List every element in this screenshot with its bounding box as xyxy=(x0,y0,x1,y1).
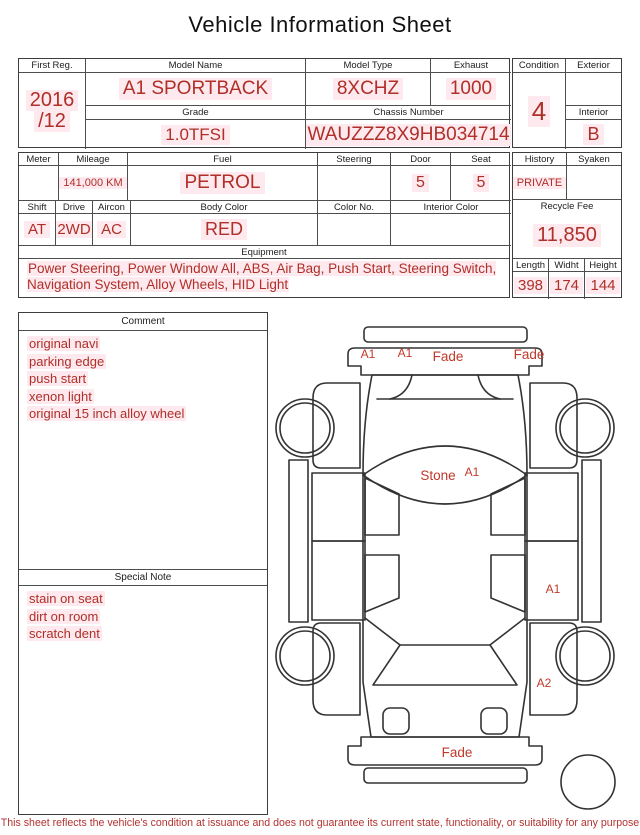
rear-pillar-right xyxy=(490,618,525,645)
front-left-wheel-inner xyxy=(280,403,330,453)
damage-label-a1-rear-right-door: A1 xyxy=(545,582,561,596)
grade-value: 1.0TFSI xyxy=(86,120,306,149)
syaken-value xyxy=(567,166,621,200)
recycle-fee-value: 11,850 xyxy=(513,213,621,259)
model-type-header: Model Type xyxy=(306,59,431,73)
comment-text xyxy=(19,331,267,569)
history-value: PRIVATE xyxy=(513,166,567,200)
comment-header: Comment xyxy=(19,313,267,331)
model-name-header: Model Name xyxy=(86,59,306,73)
front-right-door-panel xyxy=(525,473,578,541)
front-left-door-panel xyxy=(312,473,365,541)
shift-header: Shift xyxy=(19,201,56,214)
width-header: Widht xyxy=(549,259,585,272)
special-note-header: Special Note xyxy=(19,569,267,586)
left-sill-panel xyxy=(289,460,308,622)
rear-lip-shape xyxy=(364,768,527,783)
equipment-value: Power Steering, Power Window All, ABS, Air Bag, Push Start, Steering Switch, Navigation System, Alloy Wheels, HID Light xyxy=(27,261,497,292)
special-note-line: scratch dent xyxy=(29,626,100,641)
width-value: 174 xyxy=(549,272,585,299)
headlight-left xyxy=(390,375,412,399)
car-damage-diagram xyxy=(275,310,620,815)
chassis-number-value: WAUZZZ8X9HB034714 xyxy=(306,120,511,149)
aircon-header: Aircon xyxy=(93,201,131,214)
damage-label-fade-front-right: Fade xyxy=(513,347,545,362)
shift-value: AT xyxy=(19,214,56,246)
rear-left-wheel xyxy=(276,627,334,685)
color-no-header: Color No. xyxy=(318,201,391,214)
comment-line: original 15 inch alloy wheel xyxy=(29,406,185,421)
right-sill-panel xyxy=(582,460,601,622)
meter-value xyxy=(19,166,59,201)
comment-line: parking edge xyxy=(29,353,105,369)
length-header: Length xyxy=(513,259,549,272)
damage-label-stone-windshield: Stone xyxy=(420,468,456,483)
height-header: Height xyxy=(585,259,621,272)
exhaust-value: 1000 xyxy=(431,73,511,106)
car-body-outline xyxy=(363,375,527,737)
drive-value: 2WD xyxy=(56,214,93,246)
syaken-header: Syaken xyxy=(567,153,621,166)
recycle-fee-header: Recycle Fee xyxy=(540,201,594,212)
exhaust-header: Exhaust xyxy=(431,59,511,73)
spare-wheel xyxy=(561,755,615,809)
first-reg-header: First Reg. xyxy=(19,59,86,73)
rear-left-wheel-inner xyxy=(280,631,330,681)
model-type-value: 8XCHZ xyxy=(306,73,431,106)
exterior-value xyxy=(566,73,621,106)
condition-table xyxy=(512,58,622,148)
comment-line: xenon light xyxy=(29,388,92,404)
comment-line: push start xyxy=(29,371,87,386)
damage-label-a1-windshield: A1 xyxy=(464,465,480,479)
damage-label-fade-rear: Fade xyxy=(441,745,473,760)
rear-pillar-left xyxy=(365,618,400,645)
drive-header: Drive xyxy=(56,201,93,214)
vehicle-detail-table xyxy=(18,152,510,298)
page-title: Vehicle Information Sheet xyxy=(188,12,452,37)
front-right-wheel-inner xyxy=(560,403,610,453)
history-recycle-table xyxy=(512,152,622,298)
mileage-value: 141,000 KM xyxy=(59,166,128,201)
special-note-line: stain on seat xyxy=(29,591,103,606)
front-left-fender xyxy=(313,383,360,468)
interior-color-value xyxy=(391,214,511,246)
steering-value xyxy=(318,166,391,201)
rear-right-door-panel xyxy=(525,541,578,620)
front-right-wheel xyxy=(556,399,614,457)
tail-light-right xyxy=(481,708,507,734)
first-reg-month: /12 xyxy=(34,111,70,132)
equipment-header: Equipment xyxy=(19,246,509,259)
rear-right-wheel-inner xyxy=(560,631,610,681)
door-header: Door xyxy=(391,153,451,166)
mileage-header: Mileage xyxy=(59,153,128,166)
damage-label-a1-front-left: A1 xyxy=(360,347,376,361)
fuel-header: Fuel xyxy=(128,153,318,166)
front-left-window xyxy=(365,478,399,535)
damage-label-fade-front-center: Fade xyxy=(432,349,464,364)
front-left-wheel xyxy=(276,399,334,457)
front-right-window xyxy=(491,478,525,535)
first-reg-value xyxy=(19,73,86,149)
comment-box xyxy=(18,312,268,815)
aircon-value: AC xyxy=(93,214,131,246)
history-header: History xyxy=(513,153,567,166)
interior-header: Interior xyxy=(566,106,621,120)
seat-header: Seat xyxy=(451,153,511,166)
headlight-right xyxy=(478,375,500,399)
body-color-header: Body Color xyxy=(131,201,318,214)
chassis-number-header: Chassis Number xyxy=(306,106,511,120)
front-right-fender xyxy=(530,383,577,468)
rear-window-shape xyxy=(373,645,517,685)
seat-value: 5 xyxy=(451,166,511,201)
rear-left-door-panel xyxy=(312,541,365,620)
rear-right-window xyxy=(491,555,525,612)
interior-value: B xyxy=(566,120,621,149)
front-lip-shape xyxy=(364,327,527,342)
exterior-header: Exterior xyxy=(566,59,621,73)
comment-line: original navi xyxy=(29,336,99,351)
condition-header: Condition xyxy=(513,59,566,73)
first-reg-year: 2016 xyxy=(26,90,79,111)
height-value: 144 xyxy=(585,272,621,299)
color-no-value xyxy=(318,214,391,246)
vehicle-main-table xyxy=(18,58,510,148)
grade-header: Grade xyxy=(86,106,306,120)
model-name-value: A1 SPORTBACK xyxy=(86,73,306,106)
damage-label-a1-front-center: A1 xyxy=(397,346,413,360)
damage-label-a2-rear-right: A2 xyxy=(536,676,552,690)
meter-header: Meter xyxy=(19,153,59,166)
fuel-value: PETROL xyxy=(128,166,318,201)
tail-light-left xyxy=(383,708,409,734)
steering-header: Steering xyxy=(318,153,391,166)
length-value: 398 xyxy=(513,272,549,299)
interior-color-header: Interior Color xyxy=(391,201,511,214)
special-note-text xyxy=(19,586,267,649)
special-note-line: dirt on room xyxy=(29,608,99,624)
disclaimer-text: This sheet reflects the vehicle's condition at issuance and does not guarantee its current state, functionality, or suitability for any purpose xyxy=(0,817,640,829)
body-color-value: RED xyxy=(131,214,318,246)
door-value: 5 xyxy=(391,166,451,201)
rear-left-window xyxy=(365,555,399,612)
condition-value: 4 xyxy=(513,73,566,149)
rear-right-wheel xyxy=(556,627,614,685)
